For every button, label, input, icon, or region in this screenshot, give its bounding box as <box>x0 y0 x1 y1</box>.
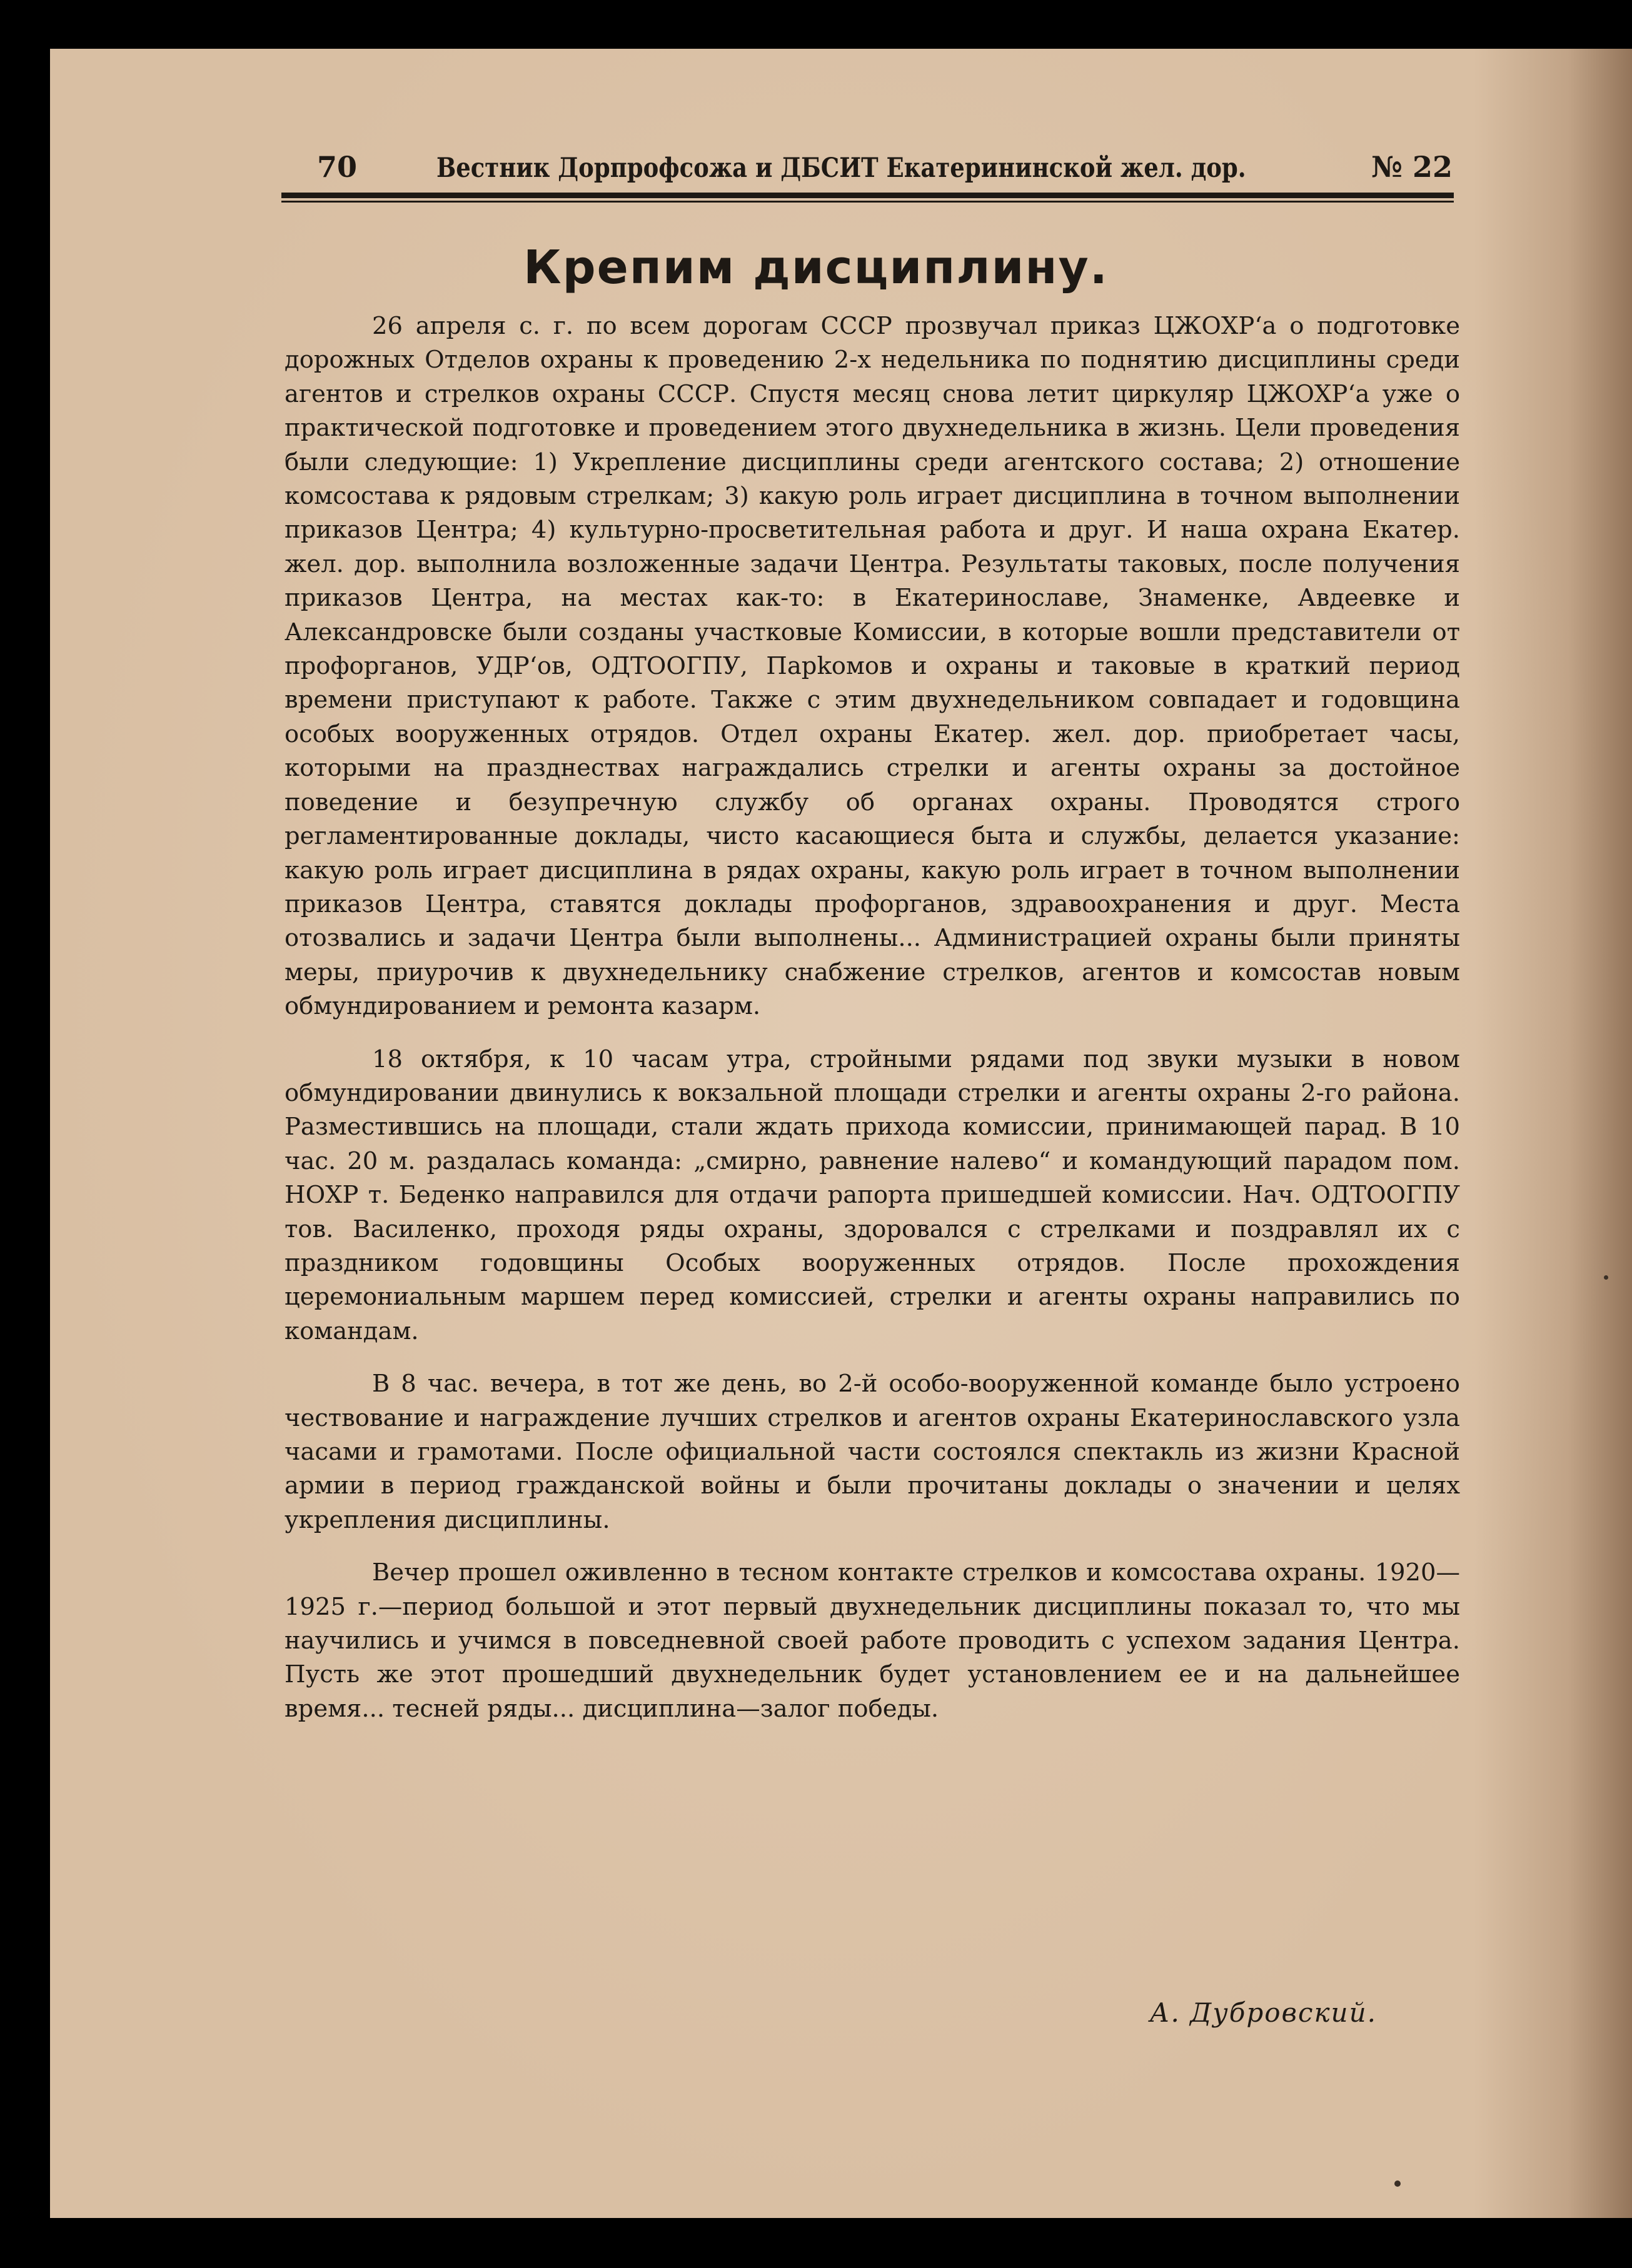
article-headline: Крепим дисциплину. <box>523 241 1109 294</box>
author-signature: А. Дубровский. <box>1149 1997 1377 2028</box>
header-rule-thick <box>281 193 1454 198</box>
paper-speck <box>1394 2180 1401 2187</box>
page-number: 70 <box>317 150 358 184</box>
issue-number: № 22 <box>1371 150 1453 184</box>
paragraph-3: В 8 час. вечера, в тот же день, во 2-й особо-вооруженной команде было устроено чествование и награждение лучших стрелков и агентов охраны Екатеринославского узла часами и грамотами. После официальной части состоялся спектакль из жизни Красной армии в период гражданской войны и были прочитаны доклады о значении и целях укрепления дисциплины. <box>285 1370 1460 1534</box>
paragraph-4: Вечер прошел оживленно в тесном контакте стрелков и комсостава охраны. 1920—1925 г.—период большой и этот первый двухнедельник дисциплины показал то, что мы научились и учимся в повседневной своей работе проводить с успехом задания Центра. Пусть же этот прошедший двухнедельник будет установлением ее и на дальнейшее время... тесней ряды... дисциплина—залог победы. <box>285 1558 1460 1723</box>
paragraph-1: 26 апреля с. г. по всем дорогам СССР прозвучал приказ ЦЖОХР‘а о подготовке дорожных Отделов охраны к проведению 2-х недельника по поднятию дисциплины среди агентов и стрелков охраны СССР. Спустя месяц снова летит циркуляр ЦЖОХР‘а уже о практической подготовке и проведением этого двухнедельника в жизнь. Цели проведения были следующие: 1) Укрепление дисциплины среди агентского состава; 2) отношение комсостава к рядовым стрелкам; 3) какую роль играет дисциплина в точном выполнении приказов Центра; 4) культурно-просветительная работа и друг. И наша охрана Екатер. жел. дор. выполнила возложенные задачи Центра. Результаты таковых, после получения приказов Центра, на местах как-то: в Екатеринославе, Знаменке, Авдеевке и Александровске были созданы участковые Комиссии, в которые вошли представители от профорганов, УДР‘ов, ОДТООГПУ, Парkомов и охраны и таковые в краткий период времени приступают к работе. Также с этим двухнедельником совпадает и годовщина особых вооруженных отрядов. Отдел охраны Екатер. жел. дор. приобретает часы, которыми на празднествах награждались стрелки и агенты охраны за достойное поведение и безупречную службу об органах охраны. Проводятся строго регламентированные доклады, чисто касающиеся быта и службы, делается указание: какую роль играет дисциплина в рядах охраны, какую роль играет в точном выполнении приказов Центра, ставятся доклады профорганов, здравоохранения и друг. Места отозвались и задачи Центра были выполнены... Администрацией охраны были приняты меры, приурочив к двухнедельнику снабжение стрелков, агентов и комсостав новым обмундированием и ремонта казарм. <box>285 312 1460 1021</box>
paper-speck <box>1604 1275 1608 1280</box>
header-rule-thin <box>281 201 1454 203</box>
paragraph-2: 18 октября, к 10 часам утра, стройными рядами под звуки музыки в новом обмундировании двинулись к вокзальной площади стрелки и агенты охраны 2-го района. Разместившись на площади, стали ждать прихода комиссии, принимающей парад. В 10 час. 20 м. раздалась команда: „смирно, равнение налево“ и командующий парадом пом. НОХР т. Беденко направился для отдачи рапорта пришедшей комиссии. Нач. ОДТООГПУ тов. Василенко, проходя ряды охраны, здоровался с стрелками и поздравлял их с праздником годовщины Особых вооруженных отрядов. После прохождения церемониальным маршем перед комиссией, стрелки и агенты охраны направились по командам. <box>285 1045 1460 1345</box>
article-body <box>285 309 1460 1726</box>
journal-title: Вестник Дорпрофсожа и ДБСИТ Екатерининской жел. дор. <box>436 153 1246 184</box>
